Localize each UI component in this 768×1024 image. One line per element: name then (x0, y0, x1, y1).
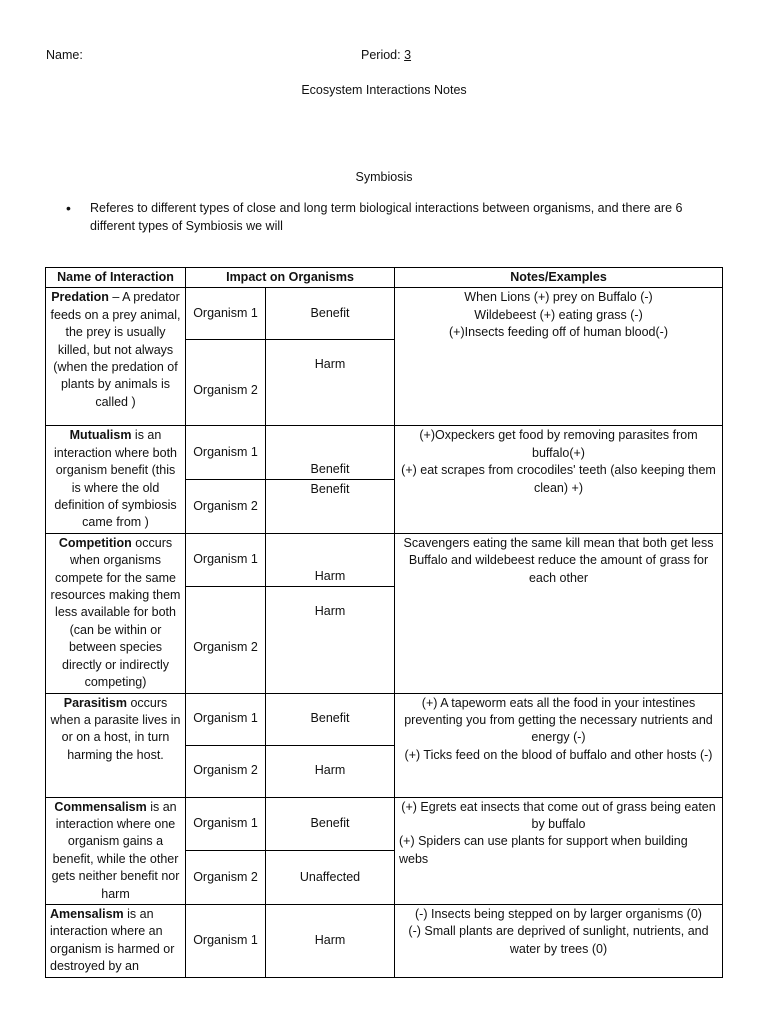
interactions-table (45, 267, 723, 978)
organism-label: Organism 2 (186, 340, 266, 426)
interaction-term: Predation (51, 290, 109, 305)
organism-label: Organism 2 (186, 745, 266, 797)
impact-value: Benefit (266, 288, 395, 340)
period-label: Period: (361, 48, 401, 62)
impact-value: Harm (266, 340, 395, 426)
organism-label: Organism 1 (186, 426, 266, 480)
note-line: (+)Insects feeding off of human blood(-) (449, 325, 668, 340)
note-line: Scavengers eating the same kill mean that both get less (403, 535, 714, 550)
period-value: 3 (404, 48, 412, 62)
interaction-name-cell (46, 426, 186, 533)
organism-label: Organism 1 (186, 797, 266, 851)
notes-cell (395, 426, 723, 533)
impact-value: Benefit (266, 480, 395, 534)
interaction-name-cell (46, 797, 186, 904)
table-header-row (46, 268, 723, 288)
notes-cell (395, 904, 723, 977)
impact-value: Benefit (266, 426, 395, 480)
note-line: (+) A tapeworm eats all the food in your intestines preventing you from getting the necessary nutrients and energy (-) (404, 695, 713, 745)
interaction-definition: is an interaction where both organism benefit (this is where the old definition of symbiosis came from ) (54, 428, 177, 530)
header-name-of-interaction: Name of Interaction (46, 268, 186, 288)
interaction-term: Commensalism (54, 799, 147, 814)
table-row (46, 797, 723, 851)
organism-label: Organism 1 (186, 533, 266, 586)
table-row (46, 693, 723, 745)
organism-label: Organism 1 (186, 904, 266, 977)
interaction-definition: occurs when organisms compete for the same resources making them less available for both (can be within or between species directly or indirectly competing) (50, 535, 181, 690)
interaction-definition: occurs when a parasite lives in or on a host, in turn harming the host. (50, 695, 181, 762)
note-line: Wildebeest (+) eating grass (-) (474, 307, 643, 322)
table-row (46, 533, 723, 586)
notes-cell (395, 693, 723, 797)
note-line: (+) Spiders can use plants for support when building webs (399, 834, 688, 866)
interaction-term: Amensalism (50, 906, 124, 921)
note-line: (+)Oxpeckers get food by removing parasites from buffalo(+) (419, 428, 698, 460)
note-line: Buffalo and wildebeest reduce the amount of grass for each other (408, 553, 709, 585)
organism-label: Organism 2 (186, 587, 266, 693)
bullet-dot-icon: • (66, 200, 71, 216)
note-line: (+) Egrets eat insects that come out of grass being eaten by buffalo (401, 799, 716, 831)
interaction-term: Competition (58, 535, 132, 550)
bullet-item (66, 199, 706, 235)
organism-label: Organism 1 (186, 693, 266, 745)
interaction-name-cell (46, 693, 186, 797)
bullet-text: Referes to different types of close and long term biological interactions between organisms, and there are 6 different types of Symbiosis we will (90, 201, 683, 233)
impact-value: Harm (266, 533, 395, 586)
interaction-term: Parasitism (63, 695, 127, 710)
organism-label: Organism 1 (186, 288, 266, 340)
header-impact-on-organisms: Impact on Organisms (186, 268, 395, 288)
table-row (46, 288, 723, 340)
section-title: Symbiosis (355, 170, 413, 184)
name-label: Name: (46, 48, 83, 62)
table-row (46, 426, 723, 480)
notes-cell (395, 797, 723, 904)
table-row (46, 904, 723, 977)
note-line: (-) Insects being stepped on by larger organisms (0) (415, 906, 702, 921)
interaction-name-cell (46, 533, 186, 693)
organism-label: Organism 2 (186, 480, 266, 534)
impact-value: Benefit (266, 693, 395, 745)
notes-cell (395, 288, 723, 426)
interaction-definition: is an interaction where one organism gains a benefit, while the other gets neither benefit nor harm (51, 799, 180, 901)
organism-label: Organism 2 (186, 851, 266, 905)
impact-value: Unaffected (266, 851, 395, 905)
impact-value: Benefit (266, 797, 395, 851)
interaction-name-cell (46, 904, 186, 977)
note-line: (+) eat scrapes from crocodiles' teeth (also keeping them clean) +) (401, 463, 716, 495)
notes-cell (395, 533, 723, 693)
interaction-definition: – A predator feeds on a prey animal, the prey is usually killed, but not always (when the predation of plants by animals is called ) (50, 290, 181, 409)
document-title: Ecosystem Interactions Notes (301, 83, 467, 97)
impact-value: Harm (266, 904, 395, 977)
interaction-term: Mutualism (69, 428, 132, 443)
impact-value: Harm (266, 745, 395, 797)
interaction-definition: is an interaction where an organism is harmed or destroyed by an (50, 906, 175, 974)
impact-value: Harm (266, 587, 395, 693)
period-field (361, 48, 411, 62)
interaction-name-cell (46, 288, 186, 426)
header-notes-examples: Notes/Examples (395, 268, 723, 288)
note-line: (-) Small plants are deprived of sunlight, nutrients, and water by trees (0) (408, 924, 709, 956)
note-line: (+) Ticks feed on the blood of buffalo and other hosts (-) (404, 747, 713, 762)
note-line: When Lions (+) prey on Buffalo (-) (464, 290, 653, 305)
